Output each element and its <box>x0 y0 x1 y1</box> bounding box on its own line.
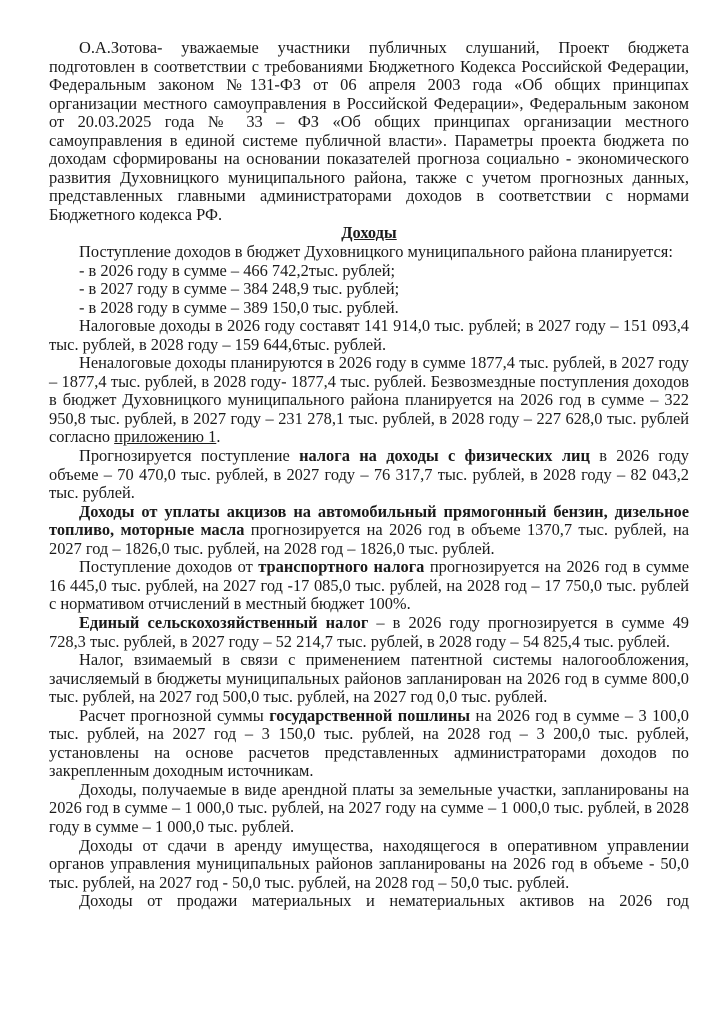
non-tax-income-paragraph <box>49 354 689 447</box>
income-list-item: - в 2026 году в сумме – 466 742,2тыс. рублей; <box>79 260 396 280</box>
appendix-1-link[interactable]: приложению 1 <box>114 427 217 447</box>
ndfl-pre: Прогнозируется поступление <box>79 446 300 466</box>
non-tax-text: Неналоговые доходы планируются в 2026 году в сумме 1877,4 тыс. рублей, в 2027 году – 1877,4 тыс. рублей, в 2028 году- 1877,4 тыс. рублей. Безвозмездные поступления доходов в бюджет Духовницкого муниципального района планируется на 2026 год в сумме – 322 950,8 тыс. рублей, в 2027 году – 231 278,1 тыс. рублей, в 2028 году – 227 628,0 тыс. рублей согласно <box>49 353 689 447</box>
section-heading-income: Доходы <box>341 223 397 243</box>
patent-tax-paragraph: Налог, взимаемый в связи с применением патентной системы налогообложения, зачисляемый в бюджеты муниципальных районов запланирован на 2026 год в сумме 800,0 тыс. рублей, на 2027 год 500,0 тыс. рублей, на 2027 год 0,0 тыс. рублей. <box>49 650 689 707</box>
ndfl-paragraph <box>49 447 689 503</box>
property-rent-paragraph: Доходы от сдачи в аренду имущества, находящегося в оперативном управлении органов управления муниципальных районов запланированы на 2026 год в объеме - 50,0 тыс. рублей, на 2027 год - 50,0 тыс. рублей, на 2028 год – 50,0 тыс. рублей. <box>49 835 689 892</box>
land-rent-paragraph: Доходы, получаемые в виде арендной платы за земельные участки, запланированы на 2026 год в сумме – 1 000,0 тыс. рублей, на 2027 году на сумме – 1 000,0 тыс. рублей, в 2028 году в сумме – 1 000,0 тыс. рублей. <box>49 779 689 836</box>
transport-post: прогнозируется на 2026 год в сумме 16 445,0 тыс. рублей, на 2027 год -17 085,0 тыс. рублей, на 2028 год – 17 750,0 тыс. рублей с нормативом отчислений в местный бюджет 100%. <box>49 557 689 614</box>
excise-post: прогнозируется на 2026 год в объеме 1370,7 тыс. рублей, на 2027 год – 1826,0 тыс. рублей, на 2028 год – 1826,0 тыс. рублей. <box>49 520 689 558</box>
agri-tax-paragraph <box>49 614 689 651</box>
agri-tax-bold-term: Единый сельскохозяйственный налог <box>79 612 369 632</box>
duty-post: на 2026 год в сумме – 3 100,0 тыс. рублей, на 2027 год – 3 150,0 тыс. рублей, на 2028 год – 3 200,0 тыс. рублей, установлены на основе расчетов представленных администраторами доходов по закрепленным доходным источникам. <box>49 705 689 781</box>
state-duty-paragraph <box>49 707 689 781</box>
income-intro-paragraph: Поступление доходов в бюджет Духовницкого муниципального района планируется: <box>79 242 673 262</box>
income-list <box>49 262 689 318</box>
excise-paragraph <box>49 503 689 559</box>
agri-tax-post: – в 2026 году прогнозируется в сумме 49 728,3 тыс. рублей, в 2027 году – 52 214,7 тыс. рублей, в 2028 году – 54 825,4 тыс. рублей. <box>49 612 689 651</box>
document-page <box>49 39 689 911</box>
income-list-item: - в 2028 году в сумме – 389 150,0 тыс. рублей. <box>79 297 399 317</box>
excise-bold-term: Доходы от уплаты акцизов на автомобильный прямогонный бензин, дизельное топливо, моторные масла <box>49 501 689 540</box>
transport-pre: Поступление доходов от <box>79 557 259 577</box>
tax-income-paragraph: Налоговые доходы в 2026 году составят 141 914,0 тыс. рублей; в 2027 году – 151 093,4 тыс. рублей, в 2028 году – 159 644,6тыс. рублей. <box>49 316 689 354</box>
income-list-item: - в 2027 году в сумме – 384 248,9 тыс. рублей; <box>79 279 400 299</box>
transport-tax-paragraph <box>49 558 689 614</box>
assets-sale-paragraph: Доходы от продажи материальных и нематериальных активов на 2026 год <box>79 891 689 911</box>
non-tax-tail: . <box>216 427 221 447</box>
duty-pre: Расчет прогнозной суммы <box>79 705 270 725</box>
intro-paragraph: О.А.Зотова- уважаемые участники публичных слушаний, Проект бюджета подготовлен в соответствии с требованиями Бюджетного Кодекса Российской Федерации, Федеральным законом №131-ФЗ от 06 апреля 2003 года «Об общих принципах организации местного самоуправления в Российской Федерации», Федеральным законом от 20.03.2025 года № 33 – ФЗ «Об общих принципах организации местного самоуправления в единой системе публичной власти». Параметры проекта бюджета по доходам сформированы на основании показателей прогноза социально - экономического развития Духовницкого муниципального района, также с учетом прогнозных данных, представленных главными администраторами доходов в соответствии с нормами Бюджетного кодекса РФ. <box>49 38 689 224</box>
duty-bold-term: государственной пошлины <box>269 705 471 725</box>
ndfl-post: в 2026 году объеме – 70 470,0 тыс. рублей, в 2027 году – 76 317,7 тыс. рублей, в 2028 году – 82 043,2 тыс. рублей. <box>49 446 689 503</box>
ndfl-bold-term: налога на доходы с физических лиц <box>299 446 590 466</box>
transport-bold-term: транспортного налога <box>258 557 425 577</box>
